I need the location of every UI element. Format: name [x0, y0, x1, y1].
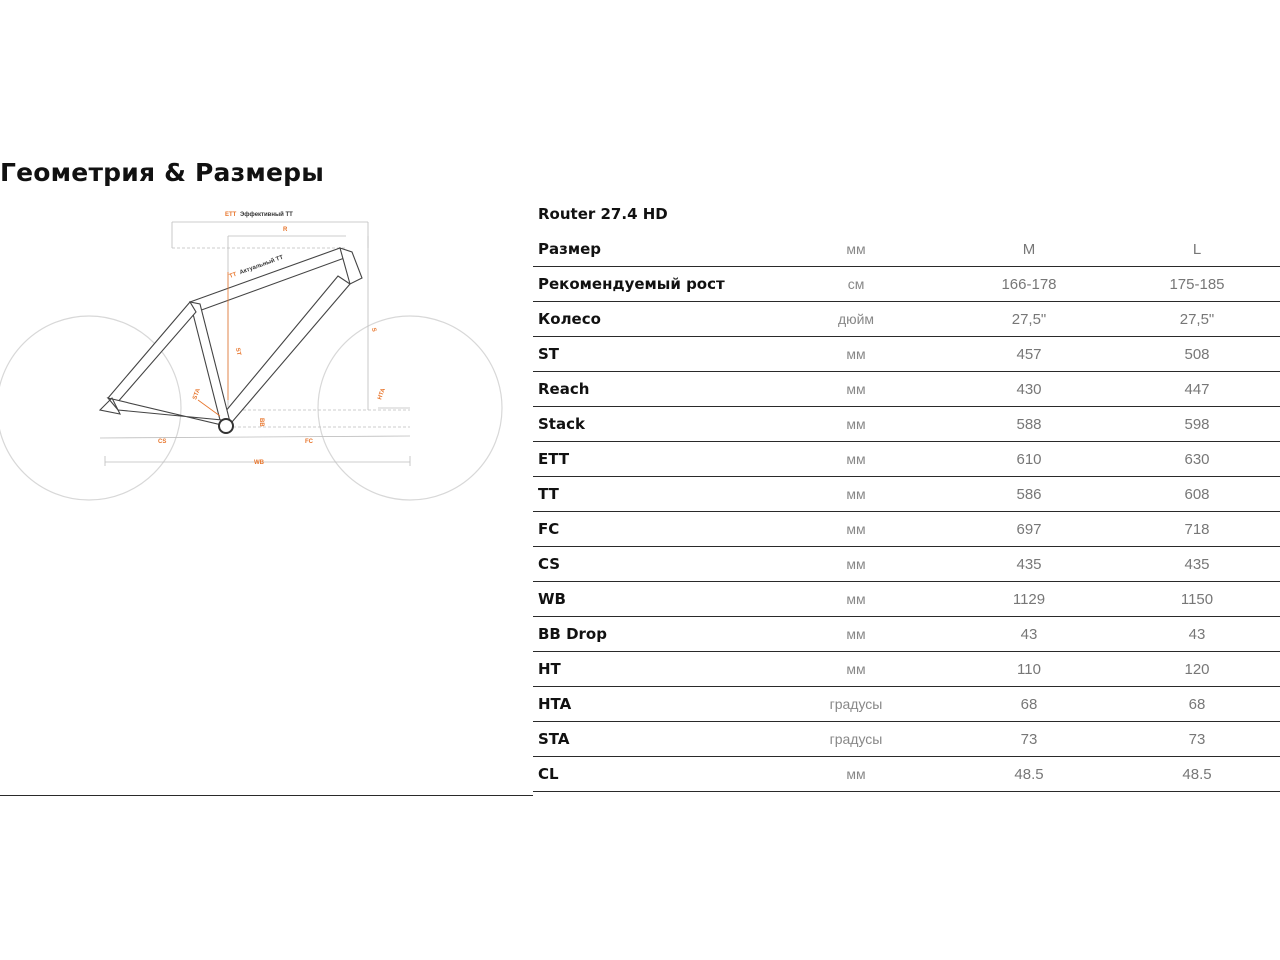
row-unit: мм — [768, 407, 944, 442]
row-value-l: 608 — [1114, 477, 1280, 512]
row-value-m: 457 — [944, 337, 1114, 372]
table-row — [533, 407, 1280, 442]
row-unit: мм — [768, 337, 944, 372]
fc-label: FC — [305, 439, 313, 445]
row-value-m: 1129 — [944, 582, 1114, 617]
header-size-l: L — [1114, 232, 1280, 267]
row-value-m: 110 — [944, 652, 1114, 687]
table-row — [533, 617, 1280, 652]
hta-label: HTA — [377, 387, 387, 401]
row-param: CL — [533, 757, 768, 792]
row-value-m: 435 — [944, 547, 1114, 582]
wb-label: WB — [254, 460, 264, 466]
row-param: Колесо — [533, 302, 768, 337]
row-value-l: 73 — [1114, 722, 1280, 757]
row-value-l: 120 — [1114, 652, 1280, 687]
table-row — [533, 372, 1280, 407]
row-param: FC — [533, 512, 768, 547]
row-unit: мм — [768, 512, 944, 547]
row-unit: мм — [768, 617, 944, 652]
row-value-m: 73 — [944, 722, 1114, 757]
row-param: Рекомендуемый рост — [533, 267, 768, 302]
row-value-l: 435 — [1114, 547, 1280, 582]
table-row — [533, 652, 1280, 687]
row-unit: мм — [768, 477, 944, 512]
row-unit: мм — [768, 652, 944, 687]
row-unit: мм — [768, 372, 944, 407]
tt-text-label: Актуальный TT — [238, 254, 285, 277]
s-label: S — [370, 327, 377, 333]
header-size-m: M — [944, 232, 1114, 267]
header-unit: мм — [768, 232, 944, 267]
row-unit: мм — [768, 442, 944, 477]
table-row — [533, 722, 1280, 757]
row-param: TT — [533, 477, 768, 512]
geometry-table — [533, 232, 1280, 792]
model-name: Router 27.4 HD — [538, 205, 668, 223]
row-value-m: 588 — [944, 407, 1114, 442]
row-value-l: 630 — [1114, 442, 1280, 477]
row-param: WB — [533, 582, 768, 617]
row-value-m: 586 — [944, 477, 1114, 512]
row-unit: мм — [768, 757, 944, 792]
table-row — [533, 337, 1280, 372]
table-row — [533, 547, 1280, 582]
table-row — [533, 757, 1280, 792]
row-value-m: 697 — [944, 512, 1114, 547]
row-param: CS — [533, 547, 768, 582]
row-value-l: 1150 — [1114, 582, 1280, 617]
row-unit: градусы — [768, 722, 944, 757]
table-row — [533, 512, 1280, 547]
bb-label: BB — [258, 418, 264, 427]
table-row — [533, 582, 1280, 617]
row-value-l: 447 — [1114, 372, 1280, 407]
table-header-row — [533, 232, 1280, 267]
row-value-l: 175-185 — [1114, 267, 1280, 302]
table-row — [533, 477, 1280, 512]
sta-label: STA — [192, 387, 202, 401]
row-unit: мм — [768, 582, 944, 617]
row-value-l: 718 — [1114, 512, 1280, 547]
row-param: Reach — [533, 372, 768, 407]
tt-label: TT — [228, 271, 238, 280]
row-param: HTA — [533, 687, 768, 722]
table-row — [533, 687, 1280, 722]
row-value-l: 43 — [1114, 617, 1280, 652]
row-value-m: 43 — [944, 617, 1114, 652]
guide-lines — [100, 222, 410, 466]
row-value-l: 48.5 — [1114, 757, 1280, 792]
cs-label: CS — [158, 439, 167, 445]
row-value-l: 27,5" — [1114, 302, 1280, 337]
row-value-m: 610 — [944, 442, 1114, 477]
r-label: R — [283, 227, 288, 233]
row-value-m: 430 — [944, 372, 1114, 407]
row-value-l: 508 — [1114, 337, 1280, 372]
ett-text-label: Эффективный TT — [240, 212, 293, 218]
row-value-m: 166-178 — [944, 267, 1114, 302]
row-param: Stack — [533, 407, 768, 442]
ett-label: ETT — [225, 212, 237, 218]
row-param: HT — [533, 652, 768, 687]
table-row — [533, 302, 1280, 337]
table-row — [533, 267, 1280, 302]
row-param: ETT — [533, 442, 768, 477]
row-param: BB Drop — [533, 617, 768, 652]
row-param: STA — [533, 722, 768, 757]
row-value-m: 48.5 — [944, 757, 1114, 792]
row-param: ST — [533, 337, 768, 372]
row-unit: мм — [768, 547, 944, 582]
bike-geometry-diagram — [0, 200, 520, 510]
row-value-m: 27,5" — [944, 302, 1114, 337]
row-value-l: 598 — [1114, 407, 1280, 442]
row-unit: дюйм — [768, 302, 944, 337]
row-value-l: 68 — [1114, 687, 1280, 722]
divider — [0, 795, 533, 796]
header-param: Размер — [533, 232, 768, 267]
row-value-m: 68 — [944, 687, 1114, 722]
page-title: Геометрия & Размеры — [0, 158, 325, 187]
row-unit: см — [768, 267, 944, 302]
st-label: ST — [234, 347, 242, 356]
table-row — [533, 442, 1280, 477]
row-unit: градусы — [768, 687, 944, 722]
